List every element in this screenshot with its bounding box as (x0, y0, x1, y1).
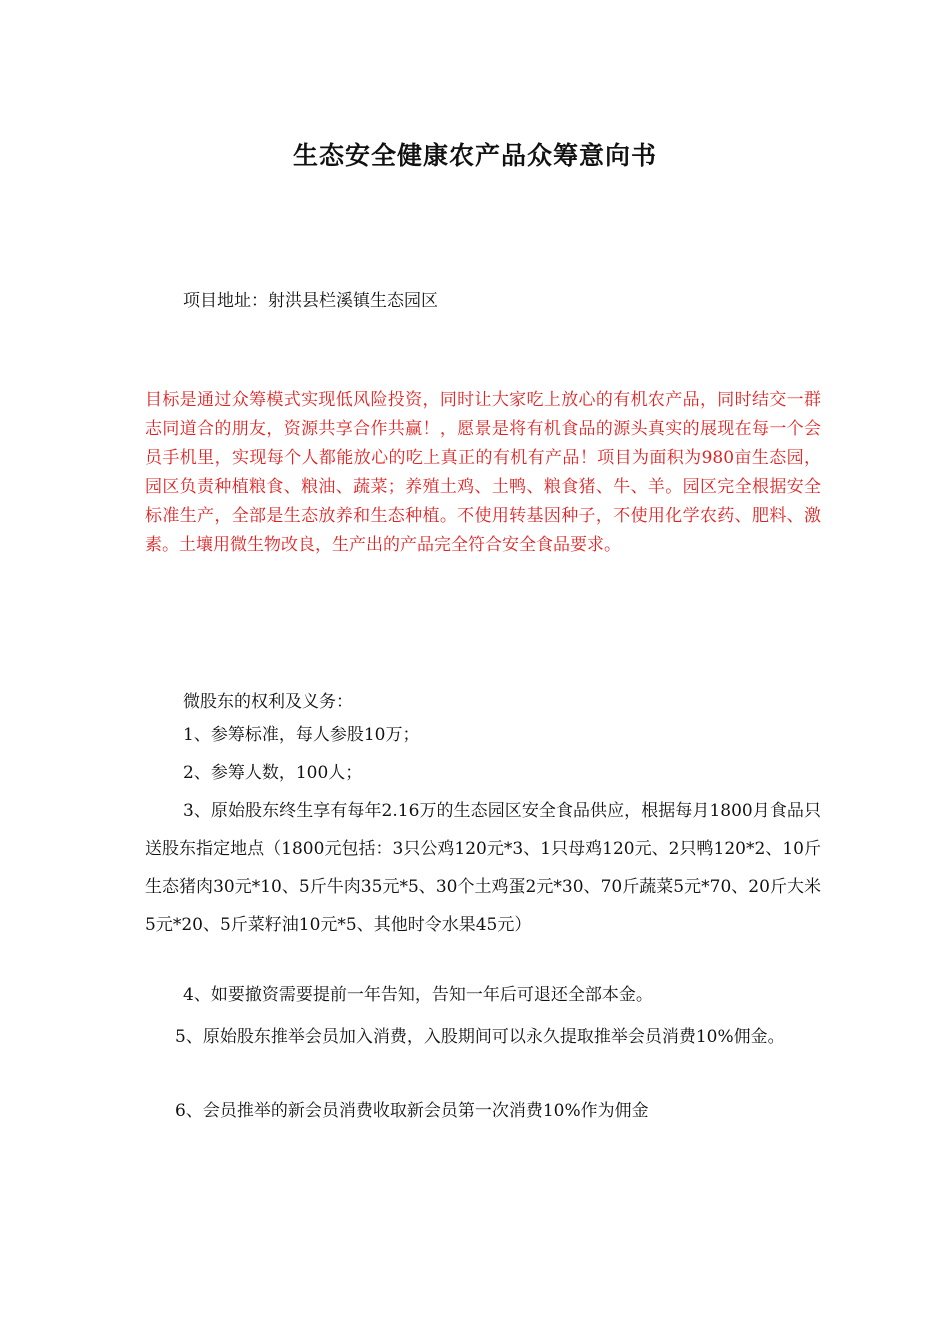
list-item: 6、会员推举的新会员消费收取新会员第一次消费10%作为佣金 (175, 1101, 649, 1121)
goal-paragraph: 目标是通过众筹模式实现低风险投资，同时让大家吃上放心的有机农产品，同时结交一群志同道合的朋友，资源共享合作共赢！，愿景是将有机食品的源头真实的展现在每一个会员手机里，实现每个人都能放心的吃上真正的有机有产品！项目为面积为980亩生态园，园区负责种植粮食、粮油、蔬菜；养殖土鸡、土鸭、粮食猪、牛、羊。园区完全根据安全标准生产，全部是生态放养和生态种植。不使用转基因种子，不使用化学农药、肥料、激素。土壤用微生物改良，生产出的产品完全符合安全食品要求。 (145, 390, 821, 555)
list-item: 5、原始股东推举会员加入消费，入股期间可以永久提取推举会员消费10%佣金。 (175, 1027, 785, 1047)
list-item: 1、参筹标准，每人参股10万； (183, 725, 420, 745)
list-item: 2、参筹人数，100人； (183, 763, 363, 783)
project-address: 项目地址：射洪县栏溪镇生态园区 (183, 291, 438, 311)
list-item: 4、如要撤资需要提前一年告知，告知一年后可退还全部本金。 (183, 985, 653, 1005)
list-item: 3、原始股东终生享有每年2.16万的生态园区安全食品供应，根据每月1800月食品只送股东指定地点（1800元包括：3只公鸡120元*3、1只母鸡120元、2只鸭120*2、10斤生态猪肉30元*10、5斤牛肉35元*5、30个土鸡蛋2元*30、70斤蔬菜5元*70、20斤大米5元*20、5斤菜籽油10元*5、其他时令水果45元） (145, 801, 821, 935)
rights-heading: 微股东的权利及义务： (183, 692, 353, 712)
document-title: 生态安全健康农产品众筹意向书 (292, 141, 657, 170)
